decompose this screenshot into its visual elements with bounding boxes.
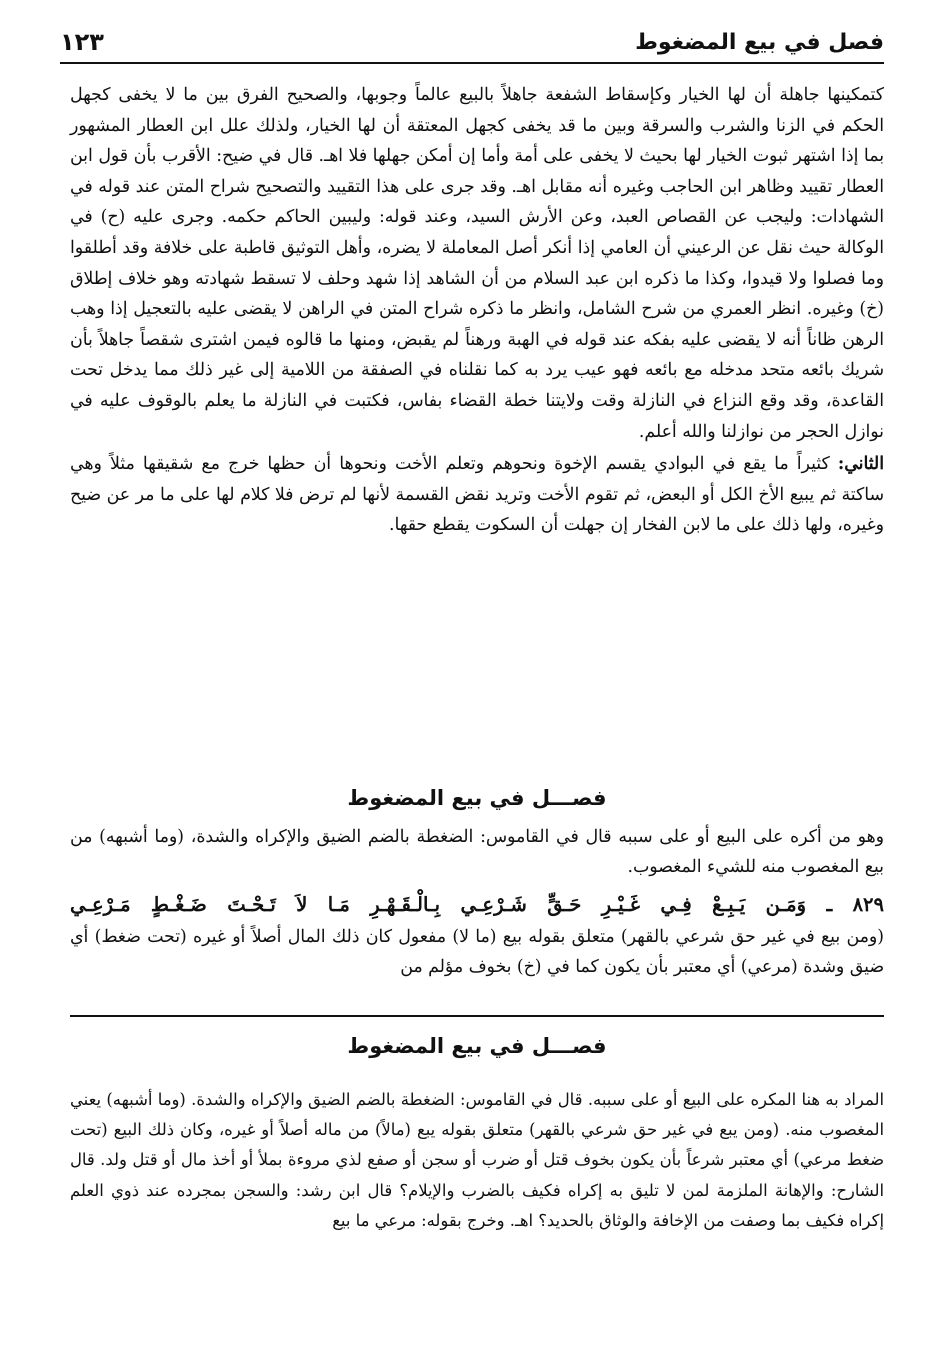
verse-commentary: (ومن بيع في غير حق شرعي بالقهر) متعلق بقوله بيع (ما لا) مفعول كان ذلك المال أصلاً أو غيره (تحت ضغط) أي ضيق وشدة (مرعي) أي معتبر بأن يكون كما في (خ) بخوف مؤلم من [70,927,884,977]
section-intro: وهو من أكره على البيع أو على سببه قال في القاموس: الضغطة بالضم الضيق والإكراه والشدة، (وما أشبهه) من بيع المغصوب منه للشيء المغصوب. [70,827,884,877]
verse-section [70,822,884,982]
running-header [60,22,884,64]
verse-line: ٨٢٩ ـ وَمَـن يَـبِـعْ فِـي غَـيْـرِ حَـقٍّ شَـرْعِـي بِـالْـقَـهْـرِ مَـا لاَ تَـحْـتَ ضَـغْـطٍ مَـرْعِـي [70,893,884,916]
paragraph-first: كتمكينها جاهلة أن لها الخيار وكإسقاط الشفعة جاهلاً بالبيع عالماً وجوبها، والصحيح الفرق بين ما لا يخفى كجهل الحكم في الزنا والشرب والسرقة وبين ما قد يخفى كجهل المعتقة أن لها الخيار، ولذلك علل ابن العطار المشهور بما إذا اشتهر ثبوت الخيار لها بحيث لا يخفى على أمة وأما إن أمكن جهلها فلا اهـ. قال في ضيح: الأقرب بأن قول ابن العطار تقييد وظاهر ابن الحاجب وغيره أنه مقابل اهـ. وقد جرى على هذا التقييد والتصحيح شراح المتن عند قوله في الشهادات: وليجب عن القصاص العبد، وعن الأرش السيد، وعند قوله: وليبين الحاكم حكمه. وجرى عليه (ح) في الوكالة حيث نقل عن الرعيني أن العامي إذا أنكر أصل المعاملة لا يضره، وأهل التوثيق قاطبة على خلافة وقد أطلقوا وما فصلوا ولا قيدوا، وكذا ما ذكره ابن عبد السلام من أن الشاهد إذا شهد وحلف لا تسقط شهادته وهو خلاف إطلاق (خ) وغيره. انظر العمري من شرح الشامل، وانظر ما ذكره شراح المتن في الراهن لا يقضى عليه بالتعجيل إذا وهب الرهن ظاناً أنه لا يقضى عليه بفكه عند قوله في الهبة ورهناً لم يقبض، ومنها ما قالوه فيمن اشترى شقصاً جاهلاً بأن شريك بائعه متحد مدخله مع بائعه فهو عيب يرد به كما نقلناه في الصفقة من اللامية إلى غير ذلك مما يدخل تحت القاعدة، وقد وقع النزاع في النازلة وقت ولايتنا خطة القضاء بفاس، فكتبت في النازلة ما يعلم بالوقوف عليه في نوازل الحجر من نوازلنا والله أعلم. [70,85,884,442]
section-heading-verse: فصـــل في بيع المضغوط [347,786,607,810]
paragraph-second-label: الثاني: [837,454,884,475]
upper-text-block [70,80,884,541]
lower-commentary-block [70,1085,884,1236]
section-heading-commentary: فصـــل في بيع المضغوط [347,1034,607,1058]
footnote-divider [70,1015,884,1017]
paragraph-second-text: كثيراً ما يقع في البوادي يقسم الإخوة ونحوهم وتعلم الأخت ونحوها أن حظها خرج مع شقيقها مثلاً وهي ساكتة ثم يبيع الأخ الكل أو البعض، ثم تقوم الأخت وتريد نقض القسمة لأنها لم ترض فلا كلام لها على ما مر عن ضيح وغيره، ولها ذلك على ما لابن الفخار إن جهلت أن السكوت يقطع حقها. [70,454,884,536]
paragraph-second [70,449,884,541]
header-title: فصل في بيع المضغوط [635,29,884,55]
lower-commentary-text: المراد به هنا المكره على البيع أو على سببه. قال في القاموس: الضغطة بالضم الضيق والإكراه والشدة. (وما أشبهه) يعني المغصوب منه. (ومن يبع في غير حق شرعي بالقهر) متعلق بقوله يبع (مالاً) من ماله أصلاً أو غيره، وكان ذلك البيع (تحت ضغط مرعي) أي معتبر شرعاً بأن يكون بخوف قتل أو ضرب أو سجن أو صفع لذي مروءة بملأ أو أخذ مال أو قتل ولد. قال الشارح: والإهانة الملزمة لمن لا تليق به إكراه فكيف بالضرب والإيلام؟ قال ابن رشد: والسجن بمجرده عند ذوي العلم إكراه فكيف بما وصفت من الإخافة والوثاق بالحديد؟ اهـ. وخرج بقوله: مرعي ما بيع [70,1090,884,1230]
page-number: ١٢٣ [60,28,104,56]
